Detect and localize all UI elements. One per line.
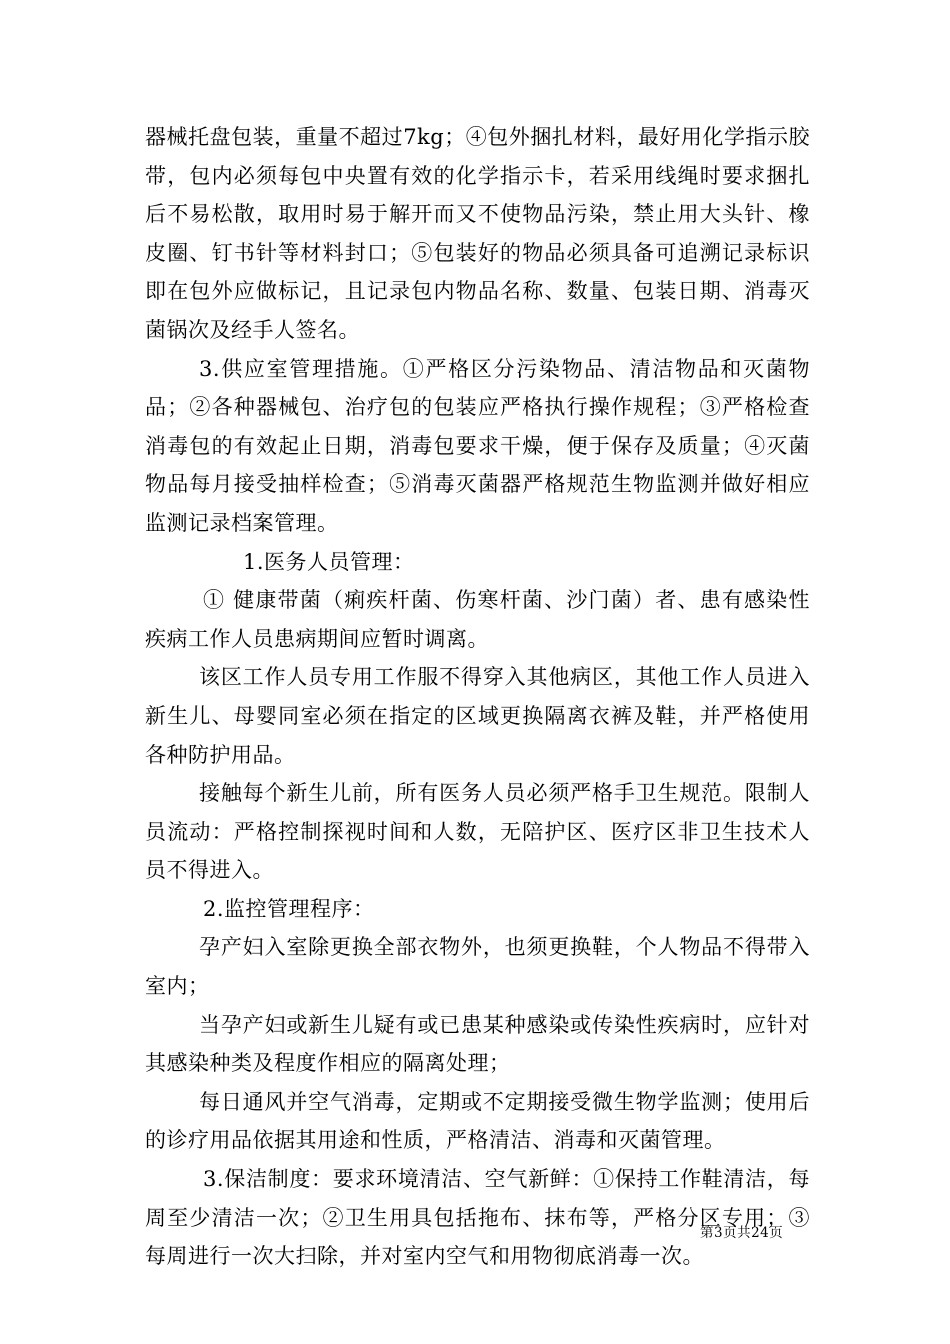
paragraph-maternal-entry: 孕产妇入室除更换全部衣物外，也须更换鞋，个人物品不得带入室内； — [145, 935, 810, 999]
heading-staff-management: 1.医务人员管理： — [243, 549, 415, 574]
paragraph-hand-hygiene: 接触每个新生儿前，所有医务人员必须严格手卫生规范。限制人员流动：严格控制探视时间和人数，无陪护区、医疗区非卫生技术人员不得进入。 — [145, 781, 810, 883]
paragraph-cleaning-rules: 3.保洁制度：要求环境清洁、空气新鲜：①保持工作鞋清洁，每周至少清洁一次；②卫生用具包括拖布、抹布等，严格分区专用；③每周进行一次大扫除，并对室内空气和用物彻底消毒一次。 — [145, 1167, 810, 1269]
paragraph-workwear-rules: 该区工作人员专用工作服不得穿入其他病区，其他工作人员进入新生儿、母婴同室必须在指定的区域更换隔离衣裤及鞋，并严格使用各种防护用品。 — [145, 665, 810, 767]
heading-monitoring-procedure: 2.监控管理程序： — [203, 896, 375, 921]
paragraph-carrier-staff: ① 健康带菌（痢疾杆菌、伤寒杆菌、沙门菌）者、患有感染性疾病工作人员患病期间应暂时调离。 — [145, 588, 810, 651]
paragraph-supply-room-measures: 3.供应室管理措施。①严格区分污染物品、清洁物品和灭菌物品；②各种器械包、治疗包的包装应严格执行操作规程；③严格检查消毒包的有效起止日期，消毒包要求干燥，便于保存及质量；④灭菌物品每月接受抽样检查；⑤消毒灭菌器严格规范生物监测并做好相应监测记录档案管理。 — [145, 356, 810, 535]
paragraph-isolation: 当孕产妇或新生儿疑有或已患某种感染或传染性疾病时，应针对其感染种类及程度作相应的隔离处理； — [145, 1012, 810, 1076]
paragraph-ventilation: 每日通风并空气消毒，定期或不定期接受微生物学监测；使用后的诊疗用品依据其用途和性质，严格清洁、消毒和灭菌管理。 — [145, 1089, 810, 1153]
paragraph-packaging-continued: 器械托盘包装，重量不超过7kg；④包外捆扎材料，最好用化学指示胶带，包内必须每包中央置有效的化学指示卡，若采用线绳时要求捆扎后不易松散，取用时易于解开而又不使物品污染，禁止用大头针、橡皮圈、钉书针等材料封口；⑤包装好的物品必须具备可追溯记录标识即在包外应做标记，且记录包内物品名称、数量、包装日期、消毒灭菌锅次及经手人签名。 — [145, 125, 810, 342]
page-number: 第3页共24页 — [700, 1225, 784, 1241]
document-body — [145, 118, 810, 1276]
